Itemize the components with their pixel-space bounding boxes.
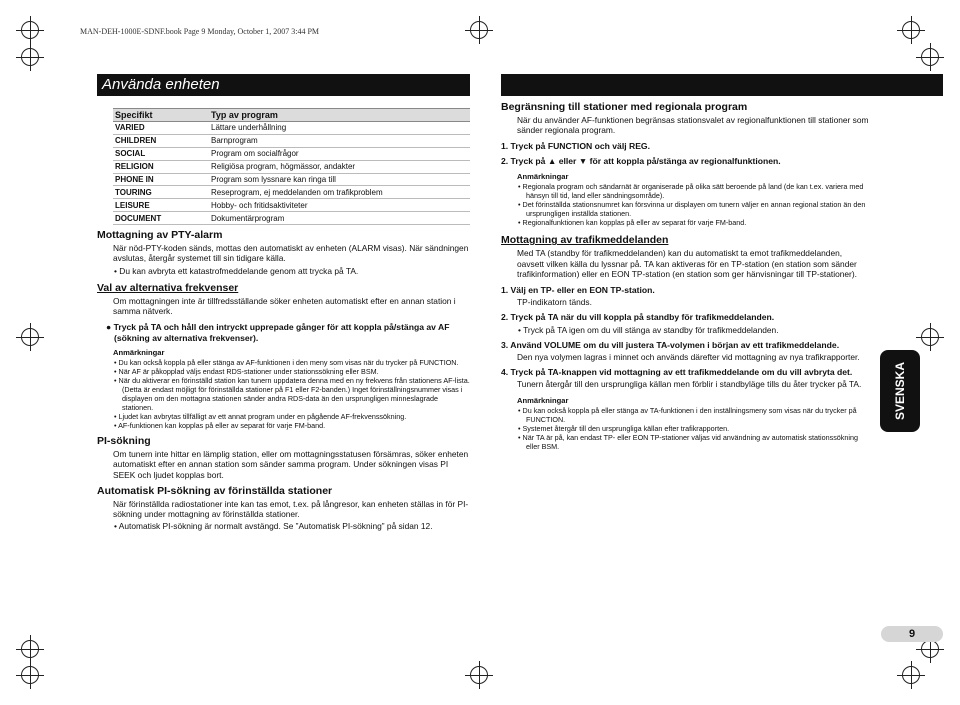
alt-freq-body: Om mottagningen inte är tillfredsställande söker enheten automatiskt efter en annan station i samma nätverk.: [113, 296, 456, 317]
list-item: • Tryck på TA igen om du vill stänga av standby för trafikmeddelanden.: [518, 324, 779, 335]
alt-freq-notes: [113, 358, 470, 430]
crop-mark-icon: [902, 666, 920, 684]
language-tab-label: SVENSKA: [893, 361, 908, 421]
traffic-step-2-bullet: Tryck på TA igen om du vill stänga av standby för trafikmeddelanden.: [523, 324, 779, 335]
left-column: [97, 230, 470, 532]
table-cell: Program om socialfrågor: [209, 147, 470, 160]
note-text: Regionalfunktionen kan kopplas på eller av separat för varje FM-band.: [522, 218, 747, 228]
list-item: • Ljudet kan avbrytas tillfälligt av ett annat program under en pågående AF-frekvenssökning.: [114, 412, 407, 422]
pi-search-body: Om tunern inte hittar en lämplig station, eller om mottagningsstatusen försämras, söker enheten automatiskt efter en annan station som sänder samma program. Under sökningen visas PI SEEK och ljudet kopplas bort.: [113, 449, 469, 480]
note-text: När TA är på, kan endast TP- eller EON TP-stationer väljas vid användning av automatisk stationssökning eller BSM.: [522, 432, 858, 451]
pty-table: [113, 108, 470, 225]
table-row: [113, 173, 470, 186]
book-header-line: MAN-DEH-1000E-SDNF.book Page 9 Monday, October 1, 2007 3:44 PM: [80, 27, 320, 36]
table-cell: TOURING: [113, 186, 209, 199]
table-row: [113, 160, 470, 173]
section-title-bar: [501, 74, 943, 96]
crop-mark-icon: [21, 21, 39, 39]
pi-search-heading: PI-sökning: [97, 435, 151, 448]
table-cell: SOCIAL: [113, 147, 209, 160]
table-cell: CHILDREN: [113, 134, 209, 147]
crop-mark-icon: [902, 21, 920, 39]
note-text: Det förinställda stationsnumret kan försvinna ur displayen om tunern väljer en annan regional station än den ursprungligen inställda stationen.: [522, 200, 866, 219]
list-item: • När du aktiverar en förinställd station kan tunern uppdatera denna med en ny frekvens från stationens AF-lista. (Detta är endast möjligt för förinställda stationer på F1 eller F2-banden.) Inget förinställningsnummer visas i displayen om den mottagna stationen sänder andra RDS-data än den ursprungligen minneslagrade stationen.: [114, 376, 470, 413]
crop-mark-icon: [921, 48, 939, 66]
note-text: Systemet återgår till den ursprungliga källan efter trafikrapporten.: [522, 423, 730, 433]
table-cell: VARIED: [113, 122, 209, 135]
list-item: • Du kan också koppla på eller stänga av AF-funktionen i den meny som visas när du trycker på FUNCTION.: [114, 358, 459, 368]
table-row: [113, 134, 470, 147]
list-item: • Systemet återgår till den ursprungliga källan efter trafikrapporten.: [518, 423, 730, 433]
regional-notes: [517, 182, 871, 227]
table-row: [113, 199, 470, 212]
traffic-notes: [517, 406, 871, 451]
table-cell: Program som lyssnare kan ringa till: [209, 173, 470, 186]
auto-pi-body: När förinställda radiostationer inte kan tas emot, t.ex. på långresor, kan enheten ställas in för PI-sökning under mottagning av förinställda stationer.: [113, 499, 469, 520]
crop-mark-icon: [470, 666, 488, 684]
table-row: [113, 212, 470, 225]
list-item: • När AF är påkopplad väljs endast RDS-stationer under stationssökning eller BSM.: [114, 367, 379, 377]
crop-mark-icon: [21, 328, 39, 346]
traffic-step-1: 1. Välj en TP- eller en EON TP-station.: [501, 285, 655, 296]
table-cell: LEISURE: [113, 199, 209, 212]
traffic-notes-heading: Anmärkningar: [517, 395, 569, 405]
right-column: [501, 102, 871, 451]
language-tab: [880, 350, 920, 432]
table-cell: RELIGION: [113, 160, 209, 173]
alt-freq-step: Tryck på TA och håll den intryckt upprepade gånger för att koppla på/stänga av AF (sökning av alternativa frekvenser).: [113, 322, 450, 343]
note-text: När AF är påkopplad väljs endast RDS-stationer under stationssökning eller BSM.: [118, 367, 379, 377]
list-item: • Du kan avbryta ett katastrofmeddelande genom att trycka på TA.: [114, 265, 359, 276]
crop-mark-icon: [470, 21, 488, 39]
table-cell: Barnprogram: [209, 134, 470, 147]
table-cell: Hobby- och fritidsaktiviteter: [209, 199, 470, 212]
note-text: Regionala program och sändarnät är organiserade på olika sätt beroende på land (de kan t.ex. variera med hänsyn till tid, land eller sändningsområde).: [522, 182, 864, 201]
traffic-step-4-sub: Tunern återgår till den ursprungliga källan men förblir i standbyläge tills du åter trycker på TA.: [517, 379, 862, 390]
list-item: ● Tryck på TA och håll den intryckt upprepade gånger för att koppla på/stänga av AF (sökning av alternativa frekvenser).: [106, 322, 450, 343]
list-item: • Automatisk PI-sökning är normalt avstängd. Se ”Automatisk PI-sökning” på sidan 12.: [114, 521, 433, 532]
traffic-step-3: 3. Använd VOLUME om du vill justera TA-volymen i början av ett trafikmeddelande.: [501, 339, 840, 350]
crop-mark-icon: [21, 666, 39, 684]
traffic-step-3-sub: Den nya volymen lagras i minnet och används därefter vid mottagning av nya trafikrapporter.: [517, 352, 860, 363]
table-row: [113, 147, 470, 160]
list-item: • AF-funktionen kan kopplas på eller av separat för varje FM-band.: [114, 421, 326, 431]
regional-notes-heading: Anmärkningar: [517, 172, 569, 182]
crop-mark-icon: [921, 328, 939, 346]
section-title: Använda enheten: [97, 74, 470, 96]
list-item: • Regionala program och sändarnät är organiserade på olika sätt beroende på land (de kan t.ex. variera med hänsyn till tid, land eller sändningsområde).: [518, 182, 864, 201]
regional-step-1: 1. Tryck på FUNCTION och välj REG.: [501, 140, 650, 151]
alt-freq-heading: Val av alternativa frekvenser: [97, 281, 239, 294]
table-row: [113, 122, 470, 135]
table-cell: DOCUMENT: [113, 212, 209, 225]
note-text: Ljudet kan avbrytas tillfälligt av ett annat program under en pågående AF-frekvenssökning.: [118, 412, 407, 422]
regional-body: När du använder AF-funktionen begränsas stationsvalet av regionalfunktionen till stationer som sänder regionala program.: [517, 115, 869, 136]
table-cell: Religiösa program, högmässor, andakter: [209, 160, 470, 173]
list-item: • När TA är på, kan endast TP- eller EON TP-stationer väljas vid användning av automatisk stationssökning eller BSM.: [518, 432, 858, 451]
regional-heading: Begränsning till stationer med regionala program: [501, 101, 748, 113]
table-cell: Lättare underhållning: [209, 122, 470, 135]
crop-mark-icon: [921, 640, 939, 658]
pty-alarm-bullet: Du kan avbryta ett katastrofmeddelande genom att trycka på TA.: [119, 265, 359, 276]
table-cell: Dokumentärprogram: [209, 212, 470, 225]
regional-step-2: 2. Tryck på ▲ eller ▼ för att koppla på/stänga av regionalfunktionen.: [501, 155, 781, 166]
note-text: AF-funktionen kan kopplas på eller av separat för varje FM-band.: [118, 421, 326, 431]
auto-pi-heading: Automatisk PI-sökning av förinställda stationer: [97, 484, 333, 497]
list-item: • Det förinställda stationsnumret kan försvinna ur displayen om tunern väljer en annan regional station än den ursprungligen inställda stationen.: [518, 200, 866, 219]
crop-mark-icon: [21, 640, 39, 658]
list-item: • Du kan också koppla på eller stänga av TA-funktionen i den inställningsmeny som visas när du trycker på FUNCTION.: [518, 405, 857, 424]
traffic-heading: Mottagning av trafikmeddelanden: [501, 234, 669, 247]
traffic-step-1-sub: TP-indikatorn tänds.: [517, 297, 592, 308]
pty-alarm-heading: Mottagning av PTY-alarm: [97, 229, 223, 241]
note-text: Du kan också koppla på eller stänga av AF-funktionen i den meny som visas när du trycker på FUNCTION.: [118, 358, 459, 368]
traffic-step-4: 4. Tryck på TA-knappen vid mottagning av ett trafikmeddelande om du vill avbryta det.: [501, 367, 853, 378]
list-item: • Regionalfunktionen kan kopplas på eller av separat för varje FM-band.: [518, 218, 747, 228]
table-cell: Reseprogram, ej meddelanden om trafikproblem: [209, 186, 470, 199]
traffic-body: Med TA (standby för trafikmeddelanden) kan du automatiskt ta emot trafikmeddelanden, oavsett vilken källa du lyssnar på. TA kan aktiveras för en TP-station (en station som sänder trafikinformation) eller en EON TP-station (en station som ger hänvisningar till TP-stationer).: [517, 248, 857, 279]
pty-alarm-body: När nöd-PTY-koden sänds, mottas den automatiskt av enheten (ALARM visas). När sändningen avslutas, återgår systemet till sin tidigare källa.: [113, 243, 469, 264]
table-row: [113, 186, 470, 199]
table-header: Specifikt: [113, 109, 209, 122]
note-text: Du kan också koppla på eller stänga av TA-funktionen i den inställningsmeny som visas när du trycker på FUNCTION.: [522, 405, 857, 424]
traffic-step-2: 2. Tryck på TA när du vill koppla på standby för trafikmeddelanden.: [501, 312, 775, 323]
page-number: 9: [881, 626, 943, 642]
table-cell: PHONE IN: [113, 173, 209, 186]
auto-pi-bullet: Automatisk PI-sökning är normalt avstängd. Se ”Automatisk PI-sökning” på sidan 12.: [118, 521, 433, 532]
table-header: Typ av program: [209, 109, 470, 122]
alt-freq-notes-heading: Anmärkningar: [113, 347, 165, 357]
note-text: När du aktiverar en förinställd station kan tunern uppdatera denna med en ny frekvens från stationens AF-lista. (Detta är endast möjligt för förinställda stationer på F1 eller F2-banden.) Inget förinställningsnummer visas i displayen om den mottagna stationen sänder andra RDS-data än den ursprungligen minneslagrade stationen.: [118, 376, 470, 413]
crop-mark-icon: [21, 48, 39, 66]
